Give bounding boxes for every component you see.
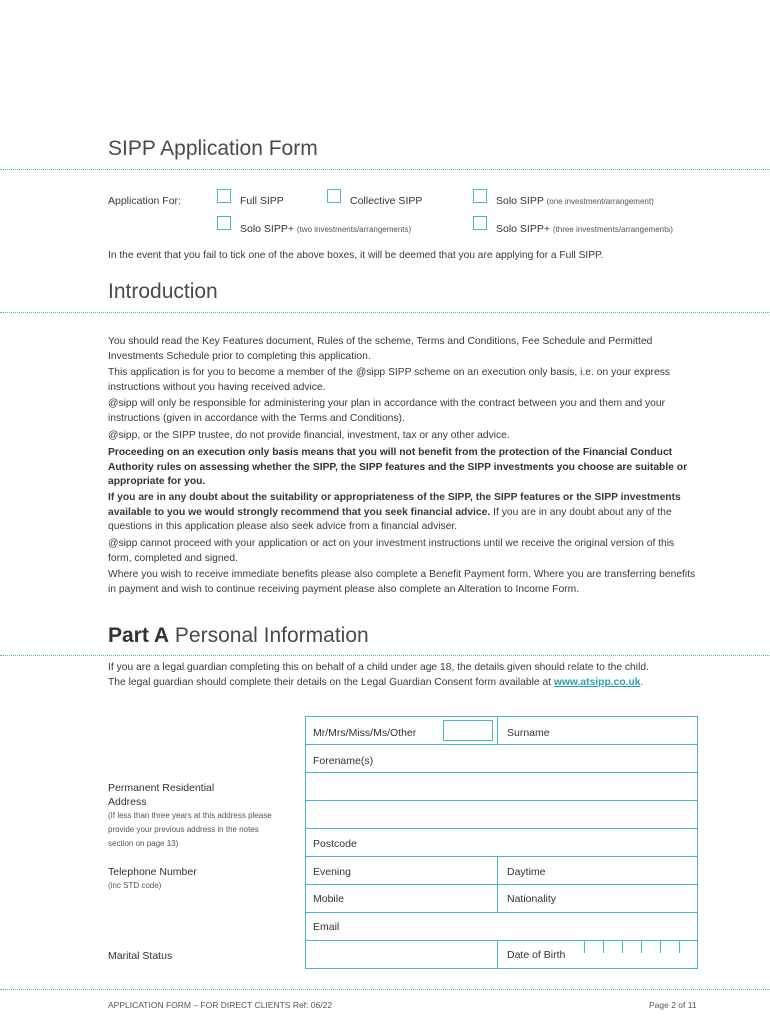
intro-paragraph-2: This application is for you to become a member of the @sipp SIPP scheme on an execution only basis, i.e. on your express instructions without you having received advice.	[108, 367, 671, 393]
date-of-birth-label: Date of Birth	[507, 949, 566, 961]
solo-sipp-plus-three-label: Solo SIPP+ (three investments/arrangements)	[496, 223, 673, 235]
title-input-box[interactable]	[443, 720, 493, 741]
email-field[interactable]	[305, 912, 698, 941]
page-number: Page 2 of 11	[649, 1000, 697, 1010]
collective-sipp-checkbox[interactable]	[327, 189, 341, 203]
intro-paragraph-3: @sipp will only be responsible for administering your plan in accordance with the contract between you and them and your instructions (given in accordance with the Terms and Conditions).	[108, 398, 666, 424]
solo-sipp-plus-two-label: Solo SIPP+ (two investments/arrangements)	[240, 223, 412, 235]
dob-separator	[622, 941, 623, 953]
page-title: SIPP Application Form	[108, 137, 318, 160]
marital-status-field[interactable]	[305, 940, 498, 969]
footer-divider	[0, 989, 770, 990]
intro-paragraph-7: @sipp cannot proceed with your application or act on your investment instructions until we receive the original version of this form, completed and signed.	[108, 538, 675, 564]
email-label: Email	[313, 921, 340, 933]
telephone-side-label: Telephone Number (inc STD code)	[108, 866, 197, 890]
dob-separator	[603, 941, 604, 953]
dob-separator	[660, 941, 661, 953]
collective-sipp-label: Collective SIPP	[350, 195, 423, 207]
dob-separator	[679, 941, 680, 953]
address-side-label: Permanent Residential Address (If less than three years at this address please provide your previous address in the notes section on page 13)	[108, 782, 272, 848]
solo-sipp-label: Solo SIPP (one investment/arrangement)	[496, 195, 654, 207]
surname-label: Surname	[507, 727, 550, 739]
postcode-field[interactable]	[305, 828, 698, 857]
forenames-label: Forename(s)	[313, 755, 374, 767]
intro-paragraph-6: If you are in any doubt about the suitability or appropriateness of the SIPP, the SIPP features or the SIPP investments available to you we would strongly recommend that you seek financial advice. If you are in any doubt about any of the questions in this application please also seek advice from a financial adviser.	[108, 492, 681, 532]
marital-status-side-label: Marital Status	[108, 950, 173, 962]
intro-paragraph-1: You should read the Key Features document, Rules of the scheme, Terms and Conditions, Fee Schedule and Permitted Investments Schedule prior to completing this application.	[108, 336, 653, 362]
daytime-label: Daytime	[507, 866, 546, 878]
part-a-heading: Part A Personal Information	[108, 624, 369, 647]
title-label: Mr/Mrs/Miss/Ms/Other	[313, 727, 417, 739]
introduction-heading: Introduction	[108, 280, 218, 303]
evening-label: Evening	[313, 866, 351, 878]
nationality-label: Nationality	[507, 893, 557, 905]
atsipp-link[interactable]: www.atsipp.co.uk	[553, 676, 641, 688]
full-sipp-label: Full SIPP	[240, 195, 284, 207]
divider	[0, 169, 770, 170]
intro-paragraph-8: Where you wish to receive immediate benefits please also complete a Benefit Payment form. Where you are transferring benefits in payment and wish to continue receiving payment please also complete an Alteration to Income Form.	[108, 569, 696, 595]
postcode-label: Postcode	[313, 838, 357, 850]
dob-separator	[641, 941, 642, 953]
solo-sipp-checkbox[interactable]	[473, 189, 487, 203]
part-a-intro: If you are a legal guardian completing this on behalf of a child under age 18, the details given should relate to the child. The legal guardian should complete their details on the Legal Guardian Consent form available at www.atsipp.co.uk.	[108, 662, 649, 688]
dob-separator	[584, 941, 585, 953]
full-sipp-checkbox[interactable]	[217, 189, 231, 203]
solo-sipp-plus-three-checkbox[interactable]	[473, 216, 487, 230]
intro-paragraph-4: @sipp, or the SIPP trustee, do not provide financial, investment, tax or any other advice.	[108, 430, 510, 441]
divider	[0, 312, 770, 313]
divider	[0, 655, 770, 656]
solo-sipp-plus-two-checkbox[interactable]	[217, 216, 231, 230]
address-line-2[interactable]	[305, 800, 698, 829]
address-line-1[interactable]	[305, 772, 698, 801]
application-for-label: Application For:	[108, 195, 181, 207]
intro-paragraph-5: Proceeding on an execution only basis means that you will not benefit from the protection of the Financial Conduct Authority rules on assessing whether the SIPP, the SIPP features and the SIPP investments you choose are suitable or appropriate for you.	[108, 447, 688, 487]
application-notice: In the event that you fail to tick one of the above boxes, it will be deemed that you are applying for a Full SIPP.	[108, 250, 604, 261]
mobile-label: Mobile	[313, 893, 344, 905]
footer-reference: APPLICATION FORM – FOR DIRECT CLIENTS Ref: 06/22	[108, 1000, 333, 1010]
